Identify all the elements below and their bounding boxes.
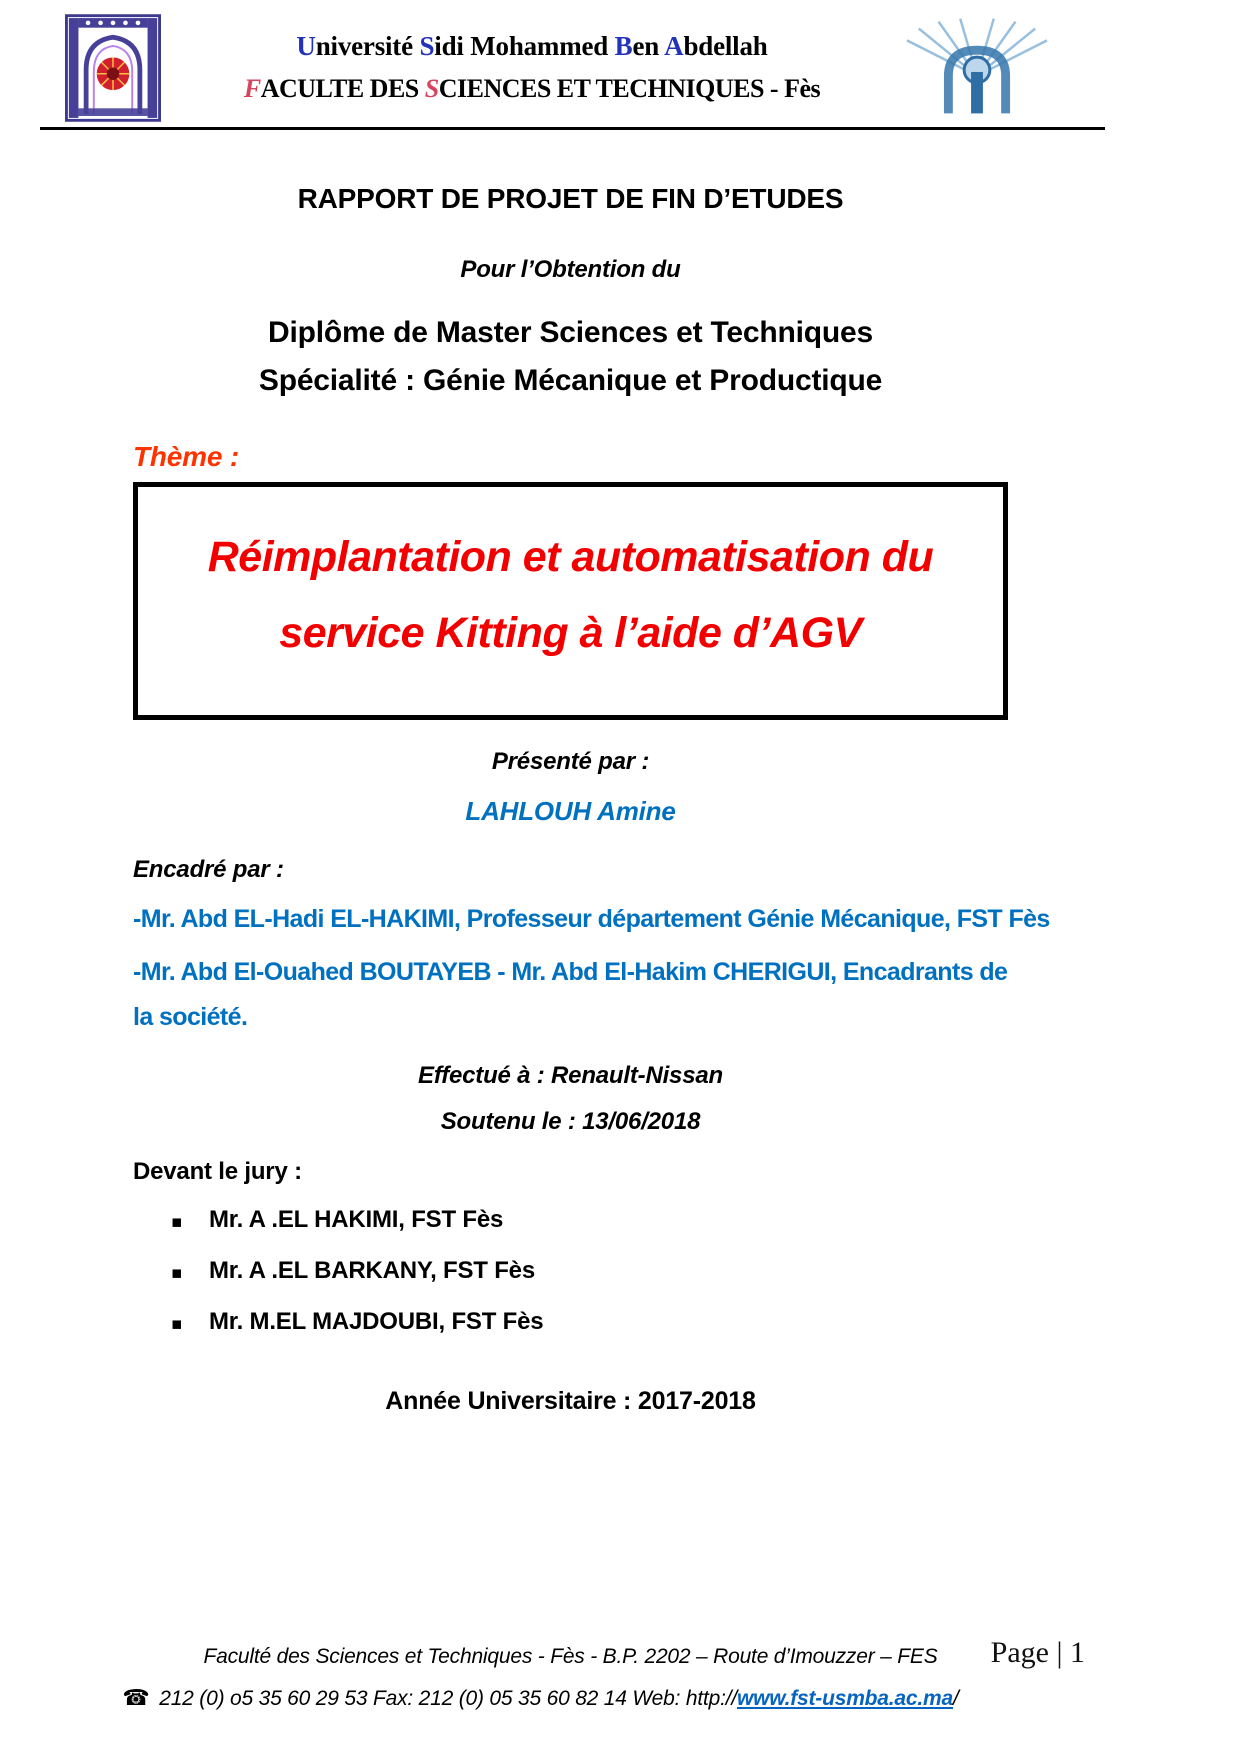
faculty-name-part: S [424, 74, 439, 103]
university-name [161, 31, 903, 62]
theme-label: Thème : [133, 441, 239, 472]
page-number: Page | 1 [990, 1636, 1085, 1669]
supervised-by-label: Encadré par : [133, 856, 284, 883]
author-name: LAHLOUH Amine [465, 796, 676, 826]
theme-box [133, 482, 1008, 720]
page-header [0, 10, 1241, 125]
supervisor-line: -Mr. Abd El-Ouahed BOUTAYEB - Mr. Abd El-Hakim CHERIGUI, Encadrants de la société. [133, 958, 1008, 1031]
phone-fax-icon: ☎ [122, 1686, 150, 1711]
university-name-part: B [614, 31, 633, 61]
university-name-part: A [664, 31, 684, 61]
faculty-name-part: CIENCES ET TECHNIQUES - Fès [438, 74, 821, 103]
footer-address: Faculté des Sciences et Techniques - Fès - B.P. 2202 – Route d’Imouzzer – FES [203, 1645, 938, 1668]
defense-date-line: Soutenu le : 13/06/2018 [440, 1108, 701, 1135]
university-name-part: S [419, 31, 435, 61]
footer-contact [103, 1686, 978, 1711]
faculty-name-part: F [243, 74, 261, 103]
cover-content [133, 130, 1050, 1418]
jury-member-name: Mr. A .EL BARKANY, FST Fès [209, 1257, 535, 1284]
square-bullet-icon: ▪ [171, 1314, 183, 1334]
jury-member-name: Mr. M.EL MAJDOUBI, FST Fès [209, 1308, 544, 1335]
faculty-name-part: ACULTE DES [260, 74, 425, 103]
theme-title-line2: service Kitting à l’aide d’AGV [279, 609, 862, 657]
presented-by-label: Présenté par : [491, 748, 650, 775]
square-bullet-icon: ▪ [171, 1263, 183, 1283]
academic-year: Année Universitaire : 2017-2018 [385, 1387, 756, 1415]
obtention-subtitle: Pour l’Obtention du [460, 256, 681, 283]
university-name-part: U [296, 31, 316, 61]
jury-member-row [171, 1204, 1008, 1238]
jury-list [133, 1204, 1008, 1340]
website-link[interactable]: www.fst-usmba.ac.ma [736, 1687, 953, 1710]
university-name-part: en [632, 31, 665, 61]
usmba-emblem-logo [65, 13, 161, 123]
fst-logo [903, 18, 1051, 118]
university-name-part: idi Mohammed [434, 31, 615, 61]
jury-member-name: Mr. A .EL HAKIMI, FST Fès [209, 1206, 504, 1233]
jury-member-row [171, 1255, 1008, 1289]
header-titles [161, 31, 903, 104]
university-name-part: bdellah [683, 31, 768, 61]
jury-label: Devant le jury : [133, 1158, 302, 1185]
specialty-title: Spécialité : Génie Mécanique et Productique [258, 364, 883, 397]
host-company-line: Effectué à : Renault-Nissan [418, 1062, 723, 1089]
diploma-title: Diplôme de Master Sciences et Techniques [268, 316, 873, 349]
faculty-name [161, 74, 903, 104]
university-name-part: niversité [315, 31, 420, 61]
jury-member-row [171, 1306, 1008, 1340]
footer-contact-text: 212 (0) o5 35 60 29 53 Fax: 212 (0) 05 35 60 82 14 Web: http:// [153, 1687, 737, 1710]
supervisor-line: -Mr. Abd EL-Hadi EL-HAKIMI, Professeur département Génie Mécanique, FST Fès [133, 905, 1050, 933]
footer-contact-suffix: / [952, 1687, 959, 1710]
report-title: RAPPORT DE PROJET DE FIN D’ETUDES [297, 183, 844, 214]
square-bullet-icon: ▪ [171, 1212, 183, 1232]
theme-title-line1: Réimplantation et automatisation du [207, 533, 934, 581]
